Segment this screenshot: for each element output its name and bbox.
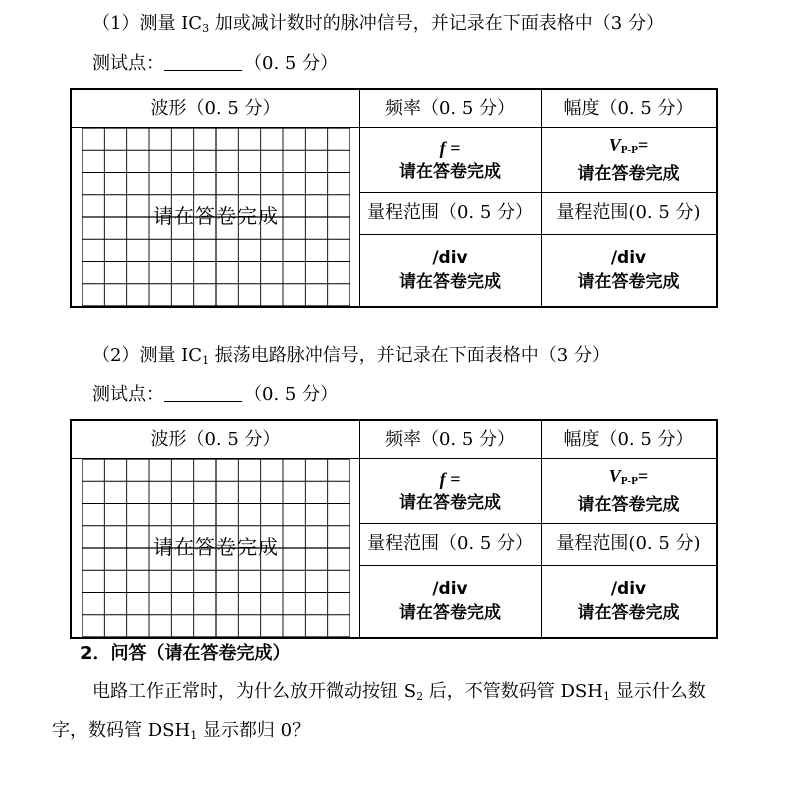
amplitude-value-cell[interactable] bbox=[541, 127, 716, 192]
test-point-blank[interactable] bbox=[164, 52, 242, 71]
frequency-value-cell[interactable] bbox=[359, 458, 541, 523]
measurement-table-1 bbox=[70, 88, 718, 308]
section1-title: （1）测量 $IC_3$ 加或减计数时的脉冲信号，并记录在下面表格中（3 分） bbox=[92, 13, 664, 35]
amplitude-div-value: 请在答卷完成 bbox=[577, 603, 680, 623]
waveform-grid[interactable] bbox=[82, 459, 350, 637]
amplitude-symbol: $V_{P-P}=$ bbox=[608, 466, 649, 487]
section2-test-point: 测试点： （0. 5 分） bbox=[92, 384, 339, 405]
waveform-placeholder: 请在答卷完成 bbox=[153, 535, 279, 559]
amplitude-value: 请在答卷完成 bbox=[577, 495, 680, 515]
frequency-value: 请在答卷完成 bbox=[399, 492, 501, 513]
header-frequency: 频率（0. 5 分） bbox=[384, 428, 516, 450]
frequency-symbol: f = bbox=[439, 468, 461, 489]
frequency-div-value: 请在答卷完成 bbox=[399, 272, 501, 292]
frequency-div-cell[interactable] bbox=[359, 565, 541, 637]
amplitude-value-cell[interactable] bbox=[541, 458, 716, 523]
test-point-blank[interactable] bbox=[164, 383, 242, 402]
frequency-div-unit: /div bbox=[432, 579, 468, 599]
amplitude-div-cell[interactable] bbox=[541, 565, 716, 637]
header-frequency: 频率（0. 5 分） bbox=[384, 97, 516, 119]
amplitude-div-unit: /div bbox=[610, 579, 647, 599]
frequency-value: 请在答卷完成 bbox=[399, 161, 501, 182]
measurement-table-2 bbox=[70, 419, 718, 639]
question-heading: 2．问答（请在答卷完成） bbox=[80, 643, 291, 664]
header-waveform: 波形（0. 5 分） bbox=[150, 97, 281, 119]
frequency-symbol: f = bbox=[439, 137, 461, 158]
frequency-div-cell[interactable] bbox=[359, 234, 541, 306]
amplitude-symbol: $V_{P-P}=$ bbox=[608, 135, 649, 156]
frequency-value-cell[interactable] bbox=[359, 127, 541, 192]
section2-title: （2）测量 $IC_1$ 振荡电路脉冲信号，并记录在下面表格中（3 分） bbox=[92, 345, 610, 367]
waveform-placeholder: 请在答卷完成 bbox=[153, 204, 279, 228]
amplitude-value: 请在答卷完成 bbox=[577, 164, 680, 184]
amplitude-div-cell[interactable] bbox=[541, 234, 716, 306]
amplitude-range-label: 量程范围(0. 5 分) bbox=[556, 202, 701, 223]
question-text-line2: 字，数码管 $DSH_1$ 显示都归 0？ bbox=[52, 720, 311, 742]
section1-test-point: 测试点： （0. 5 分） bbox=[92, 53, 339, 74]
waveform-grid[interactable] bbox=[82, 128, 350, 306]
amplitude-div-value: 请在答卷完成 bbox=[577, 272, 680, 292]
frequency-range-label: 量程范围（0. 5 分） bbox=[366, 202, 534, 223]
header-amplitude: 幅度（0. 5 分） bbox=[563, 428, 694, 450]
header-amplitude: 幅度（0. 5 分） bbox=[563, 97, 694, 119]
frequency-div-unit: /div bbox=[432, 248, 468, 268]
frequency-div-value: 请在答卷完成 bbox=[399, 603, 501, 623]
question-text-line1: 电路工作正常时，为什么放开微动按钮 $S_2$ 后，不管数码管 $DSH_1$ 显示什么数 bbox=[92, 681, 706, 703]
amplitude-div-unit: /div bbox=[610, 248, 647, 268]
frequency-range-label: 量程范围（0. 5 分） bbox=[366, 533, 534, 554]
header-waveform: 波形（0. 5 分） bbox=[150, 428, 281, 450]
amplitude-range-label: 量程范围(0. 5 分) bbox=[556, 533, 701, 554]
